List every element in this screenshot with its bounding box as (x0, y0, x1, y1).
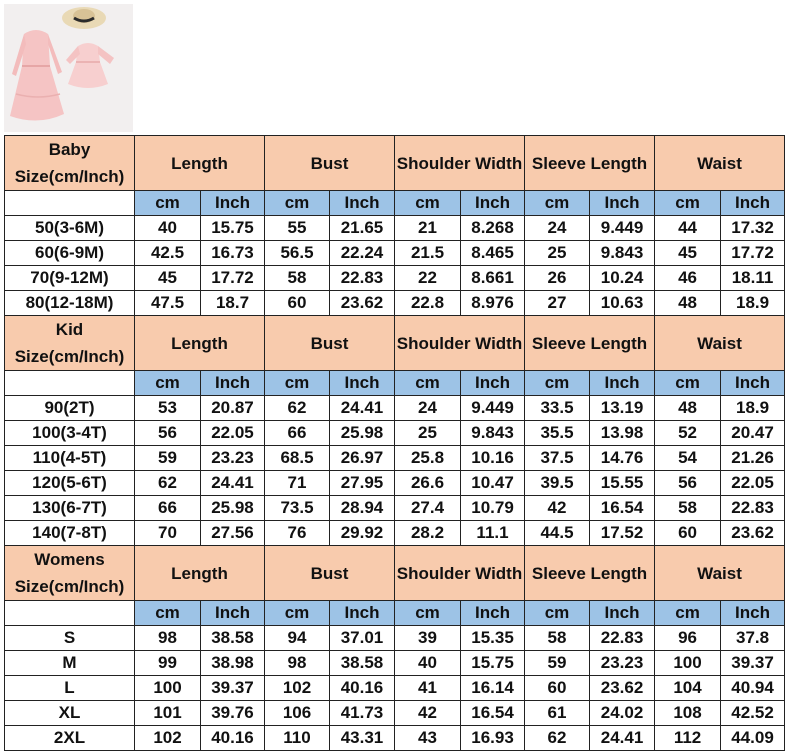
size-label: M (5, 651, 135, 676)
unit-inch: Inch (330, 601, 395, 626)
measurement-value: 104 (655, 676, 721, 701)
measurement-value: 44.09 (721, 726, 785, 751)
unit-inch: Inch (461, 371, 525, 396)
column-header-length: Length (135, 546, 265, 601)
measurement-value: 58 (265, 266, 330, 291)
measurement-value: 62 (525, 726, 590, 751)
measurement-value: 112 (655, 726, 721, 751)
measurement-value: 26 (525, 266, 590, 291)
measurement-value: 61 (525, 701, 590, 726)
measurement-value: 22.83 (330, 266, 395, 291)
table-row (5, 446, 785, 471)
measurement-value: 8.976 (461, 291, 525, 316)
measurement-value: 11.1 (461, 521, 525, 546)
measurement-value: 56.5 (265, 241, 330, 266)
product-photo (4, 4, 133, 132)
unit-row-blank (5, 191, 135, 216)
measurement-value: 39.5 (525, 471, 590, 496)
unit-inch: Inch (721, 371, 785, 396)
section-title-line1: Womens (34, 550, 105, 569)
measurement-value: 52 (655, 421, 721, 446)
measurement-value: 40.16 (201, 726, 265, 751)
measurement-value: 110 (265, 726, 330, 751)
unit-inch: Inch (590, 371, 655, 396)
unit-cm: cm (655, 601, 721, 626)
measurement-value: 45 (135, 266, 201, 291)
measurement-value: 23.23 (590, 651, 655, 676)
measurement-value: 101 (135, 701, 201, 726)
measurement-value: 20.87 (201, 396, 265, 421)
measurement-value: 102 (135, 726, 201, 751)
measurement-value: 40.94 (721, 676, 785, 701)
baby-header-row (5, 136, 785, 191)
measurement-value: 26.97 (330, 446, 395, 471)
size-label: 120(5-6T) (5, 471, 135, 496)
measurement-value: 25.8 (395, 446, 461, 471)
measurement-value: 24.41 (201, 471, 265, 496)
measurement-value: 56 (135, 421, 201, 446)
measurement-value: 48 (655, 291, 721, 316)
section-title-line2: Size(cm/Inch) (14, 347, 125, 366)
size-label: S (5, 626, 135, 651)
unit-inch: Inch (461, 191, 525, 216)
unit-cm: cm (265, 191, 330, 216)
measurement-value: 108 (655, 701, 721, 726)
table-row (5, 676, 785, 701)
measurement-value: 28.2 (395, 521, 461, 546)
size-label: L (5, 676, 135, 701)
measurement-value: 18.9 (721, 291, 785, 316)
measurement-value: 40 (395, 651, 461, 676)
table-row (5, 651, 785, 676)
size-label: 80(12-18M) (5, 291, 135, 316)
measurement-value: 18.9 (721, 396, 785, 421)
measurement-value: 100 (135, 676, 201, 701)
table-row (5, 496, 785, 521)
measurement-value: 21.65 (330, 216, 395, 241)
measurement-value: 53 (135, 396, 201, 421)
measurement-value: 40 (135, 216, 201, 241)
measurement-value: 98 (265, 651, 330, 676)
measurement-value: 70 (135, 521, 201, 546)
size-label: 140(7-8T) (5, 521, 135, 546)
measurement-value: 15.55 (590, 471, 655, 496)
size-label: 100(3-4T) (5, 421, 135, 446)
measurement-value: 22 (395, 266, 461, 291)
measurement-value: 43 (395, 726, 461, 751)
unit-inch: Inch (330, 191, 395, 216)
kid-section-title (5, 316, 135, 371)
column-header-bust: Bust (265, 316, 395, 371)
measurement-value: 37.8 (721, 626, 785, 651)
size-label: 60(6-9M) (5, 241, 135, 266)
measurement-value: 76 (265, 521, 330, 546)
measurement-value: 37.5 (525, 446, 590, 471)
measurement-value: 59 (525, 651, 590, 676)
measurement-value: 27.4 (395, 496, 461, 521)
measurement-value: 17.32 (721, 216, 785, 241)
size-label: 110(4-5T) (5, 446, 135, 471)
measurement-value: 42.5 (135, 241, 201, 266)
baby-section-title (5, 136, 135, 191)
measurement-value: 13.19 (590, 396, 655, 421)
section-title-line2: Size(cm/Inch) (14, 167, 125, 186)
measurement-value: 29.92 (330, 521, 395, 546)
measurement-value: 10.79 (461, 496, 525, 521)
measurement-value: 10.24 (590, 266, 655, 291)
measurement-value: 68.5 (265, 446, 330, 471)
measurement-value: 9.843 (461, 421, 525, 446)
unit-inch: Inch (721, 601, 785, 626)
measurement-value: 102 (265, 676, 330, 701)
unit-cm: cm (525, 191, 590, 216)
table-row (5, 266, 785, 291)
measurement-value: 58 (525, 626, 590, 651)
column-header-bust: Bust (265, 136, 395, 191)
section-title-line1: Baby (48, 140, 91, 159)
measurement-value: 44 (655, 216, 721, 241)
measurement-value: 60 (525, 676, 590, 701)
unit-inch: Inch (201, 371, 265, 396)
measurement-value: 39.37 (721, 651, 785, 676)
measurement-value: 42 (395, 701, 461, 726)
measurement-value: 17.72 (721, 241, 785, 266)
measurement-value: 22.05 (721, 471, 785, 496)
size-label: 90(2T) (5, 396, 135, 421)
measurement-value: 8.661 (461, 266, 525, 291)
measurement-value: 41 (395, 676, 461, 701)
measurement-value: 25 (525, 241, 590, 266)
measurement-value: 22.24 (330, 241, 395, 266)
column-header-sleeve-length: Sleeve Length (525, 136, 655, 191)
size-label: 70(9-12M) (5, 266, 135, 291)
unit-inch: Inch (330, 371, 395, 396)
measurement-value: 45 (655, 241, 721, 266)
table-row (5, 396, 785, 421)
measurement-value: 15.75 (461, 651, 525, 676)
measurement-value: 39 (395, 626, 461, 651)
unit-cm: cm (265, 601, 330, 626)
measurement-value: 60 (265, 291, 330, 316)
table-row (5, 521, 785, 546)
unit-cm: cm (395, 601, 461, 626)
measurement-value: 15.75 (201, 216, 265, 241)
measurement-value: 23.62 (330, 291, 395, 316)
measurement-value: 62 (265, 396, 330, 421)
section-title-line1: Kid (55, 320, 84, 339)
measurement-value: 46 (655, 266, 721, 291)
measurement-value: 18.11 (721, 266, 785, 291)
measurement-value: 106 (265, 701, 330, 726)
measurement-value: 71 (265, 471, 330, 496)
size-label: XL (5, 701, 135, 726)
measurement-value: 9.449 (461, 396, 525, 421)
measurement-value: 58 (655, 496, 721, 521)
measurement-value: 44.5 (525, 521, 590, 546)
measurement-value: 27.95 (330, 471, 395, 496)
measurement-value: 25.98 (330, 421, 395, 446)
measurement-value: 23.62 (721, 521, 785, 546)
measurement-value: 24.02 (590, 701, 655, 726)
measurement-value: 24 (525, 216, 590, 241)
measurement-value: 60 (655, 521, 721, 546)
unit-inch: Inch (590, 601, 655, 626)
measurement-value: 16.73 (201, 241, 265, 266)
measurement-value: 38.98 (201, 651, 265, 676)
size-label: 2XL (5, 726, 135, 751)
measurement-value: 24.41 (590, 726, 655, 751)
measurement-value: 66 (265, 421, 330, 446)
kid-header-row (5, 316, 785, 371)
womens-unit-row (5, 601, 785, 626)
measurement-value: 23.23 (201, 446, 265, 471)
unit-cm: cm (395, 371, 461, 396)
column-header-waist: Waist (655, 136, 785, 191)
unit-cm: cm (655, 191, 721, 216)
unit-cm: cm (525, 371, 590, 396)
size-label: 130(6-7T) (5, 496, 135, 521)
measurement-value: 42.52 (721, 701, 785, 726)
measurement-value: 24.41 (330, 396, 395, 421)
measurement-value: 100 (655, 651, 721, 676)
measurement-value: 48 (655, 396, 721, 421)
kid-unit-row (5, 371, 785, 396)
measurement-value: 25 (395, 421, 461, 446)
column-header-shoulder-width: Shoulder Width (395, 136, 525, 191)
column-header-length: Length (135, 136, 265, 191)
measurement-value: 17.52 (590, 521, 655, 546)
measurement-value: 22.8 (395, 291, 461, 316)
measurement-value: 21.26 (721, 446, 785, 471)
measurement-value: 39.76 (201, 701, 265, 726)
measurement-value: 8.268 (461, 216, 525, 241)
measurement-value: 33.5 (525, 396, 590, 421)
measurement-value: 96 (655, 626, 721, 651)
measurement-value: 94 (265, 626, 330, 651)
unit-cm: cm (135, 191, 201, 216)
measurement-value: 40.16 (330, 676, 395, 701)
measurement-value: 24 (395, 396, 461, 421)
measurement-value: 8.465 (461, 241, 525, 266)
table-row (5, 471, 785, 496)
measurement-value: 42 (525, 496, 590, 521)
table-row (5, 626, 785, 651)
column-header-sleeve-length: Sleeve Length (525, 546, 655, 601)
measurement-value: 54 (655, 446, 721, 471)
measurement-value: 99 (135, 651, 201, 676)
measurement-value: 16.54 (461, 701, 525, 726)
measurement-value: 15.35 (461, 626, 525, 651)
measurement-value: 73.5 (265, 496, 330, 521)
measurement-value: 23.62 (590, 676, 655, 701)
measurement-value: 21.5 (395, 241, 461, 266)
measurement-value: 98 (135, 626, 201, 651)
measurement-value: 10.63 (590, 291, 655, 316)
unit-inch: Inch (201, 601, 265, 626)
unit-cm: cm (395, 191, 461, 216)
measurement-value: 14.76 (590, 446, 655, 471)
column-header-sleeve-length: Sleeve Length (525, 316, 655, 371)
measurement-value: 41.73 (330, 701, 395, 726)
section-title-line2: Size(cm/Inch) (14, 577, 125, 596)
baby-unit-row (5, 191, 785, 216)
measurement-value: 38.58 (201, 626, 265, 651)
measurement-value: 18.7 (201, 291, 265, 316)
measurement-value: 13.98 (590, 421, 655, 446)
unit-row-blank (5, 601, 135, 626)
column-header-shoulder-width: Shoulder Width (395, 316, 525, 371)
unit-inch: Inch (461, 601, 525, 626)
measurement-value: 10.16 (461, 446, 525, 471)
measurement-value: 62 (135, 471, 201, 496)
measurement-value: 55 (265, 216, 330, 241)
measurement-value: 22.83 (721, 496, 785, 521)
measurement-value: 17.72 (201, 266, 265, 291)
measurement-value: 37.01 (330, 626, 395, 651)
unit-cm: cm (135, 601, 201, 626)
measurement-value: 16.54 (590, 496, 655, 521)
unit-cm: cm (265, 371, 330, 396)
measurement-value: 38.58 (330, 651, 395, 676)
measurement-value: 16.14 (461, 676, 525, 701)
measurement-value: 25.98 (201, 496, 265, 521)
measurement-value: 21 (395, 216, 461, 241)
unit-cm: cm (135, 371, 201, 396)
column-header-bust: Bust (265, 546, 395, 601)
table-row (5, 216, 785, 241)
table-row (5, 241, 785, 266)
unit-cm: cm (525, 601, 590, 626)
column-header-waist: Waist (655, 546, 785, 601)
measurement-value: 27.56 (201, 521, 265, 546)
measurement-value: 35.5 (525, 421, 590, 446)
table-row (5, 291, 785, 316)
column-header-waist: Waist (655, 316, 785, 371)
mother-daughter-dress-icon (4, 4, 133, 132)
measurement-value: 28.94 (330, 496, 395, 521)
unit-inch: Inch (201, 191, 265, 216)
measurement-value: 9.449 (590, 216, 655, 241)
measurement-value: 16.93 (461, 726, 525, 751)
measurement-value: 22.83 (590, 626, 655, 651)
size-chart-table (4, 135, 785, 751)
measurement-value: 47.5 (135, 291, 201, 316)
column-header-shoulder-width: Shoulder Width (395, 546, 525, 601)
measurement-value: 56 (655, 471, 721, 496)
measurement-value: 43.31 (330, 726, 395, 751)
unit-cm: cm (655, 371, 721, 396)
measurement-value: 22.05 (201, 421, 265, 446)
measurement-value: 39.37 (201, 676, 265, 701)
measurement-value: 59 (135, 446, 201, 471)
measurement-value: 10.47 (461, 471, 525, 496)
measurement-value: 66 (135, 496, 201, 521)
womens-section-title (5, 546, 135, 601)
size-label: 50(3-6M) (5, 216, 135, 241)
measurement-value: 26.6 (395, 471, 461, 496)
measurement-value: 27 (525, 291, 590, 316)
womens-header-row (5, 546, 785, 601)
unit-inch: Inch (721, 191, 785, 216)
table-row (5, 421, 785, 446)
column-header-length: Length (135, 316, 265, 371)
table-row (5, 701, 785, 726)
measurement-value: 9.843 (590, 241, 655, 266)
unit-row-blank (5, 371, 135, 396)
measurement-value: 20.47 (721, 421, 785, 446)
unit-inch: Inch (590, 191, 655, 216)
